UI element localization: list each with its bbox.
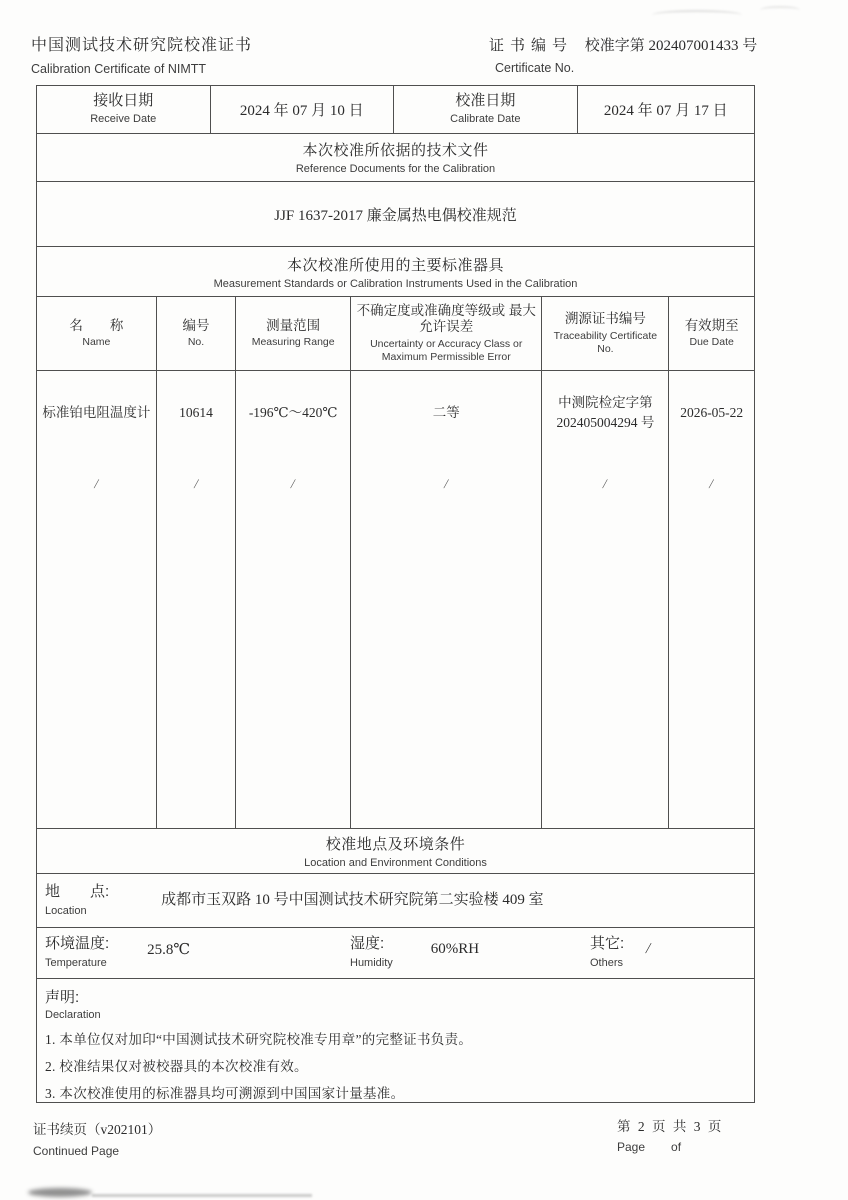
certificate-table [36, 85, 755, 1103]
standards-column-header-row [37, 297, 754, 371]
footer-right [617, 1115, 723, 1154]
column-header-range-cn: 测量范围 [266, 317, 321, 333]
column-header-name-cn: 名 称 [69, 317, 124, 333]
column-header-name [37, 297, 157, 370]
location-value: 成都市玉双路 10 号中国测试技术研究院第二实验楼 409 室 [161, 891, 544, 908]
calibrate-date-label-cell [394, 86, 578, 133]
declaration-item-1: 1. 本单位仅对加印“中国测试技术研究院校准专用章”的完整证书负责。 [45, 1032, 473, 1047]
declaration-title-cn: 声明: [45, 989, 80, 1006]
temperature-value: 25.8℃ [147, 942, 191, 959]
column-header-name-en: Name [82, 336, 111, 349]
footer-continued-en: Continued Page [33, 1144, 120, 1158]
declaration-item-3: 3. 本次校准使用的标准器具均可溯源到中国国家计量基准。 [45, 1086, 405, 1101]
certificate-number-line [489, 34, 757, 55]
receive-date-label-cn: 接收日期 [93, 91, 154, 109]
standards-body [37, 371, 754, 828]
location-title-cn: 校准地点及环境条件 [325, 835, 466, 853]
standard-name-empty: / [93, 476, 100, 492]
location-title-en: Location and Environment Conditions [304, 856, 487, 869]
receive-date-value: 2024 年 07 月 10 日 [239, 102, 364, 119]
standard-no-empty: / [192, 476, 200, 492]
column-header-traceability [542, 297, 669, 370]
footer-page-word: Page [617, 1140, 646, 1154]
humidity-group [350, 935, 590, 970]
reference-title-en: Reference Documents for the Calibration [295, 163, 496, 176]
standard-no: 10614 [179, 405, 213, 421]
column-header-no-cn: 编号 [182, 317, 210, 333]
column-header-due-date-en: Due Date [689, 336, 734, 349]
standard-traceability [542, 371, 668, 455]
location-label-cn: 地 点: [45, 882, 110, 900]
standard-traceability-empty: / [602, 476, 609, 492]
scan-artifact-top-right-2 [760, 6, 800, 14]
standard-range: -196℃～420℃ [248, 405, 338, 421]
receive-date-label-en: Receive Date [90, 113, 157, 126]
certificate-number-label-en: Certificate No. [495, 61, 575, 75]
declaration-section [37, 979, 754, 1102]
column-header-no-en: No. [187, 336, 205, 349]
calibrate-date-value-cell [578, 86, 754, 133]
environment-row [37, 928, 754, 979]
scan-artifact-bottom-left [28, 1188, 92, 1197]
calibrate-date-value: 2024 年 07 月 17 日 [603, 102, 728, 119]
column-header-traceability-en: Traceability Certificate No. [553, 329, 658, 355]
declaration-item-2: 2. 校准结果仅对被校器具的本次校准有效。 [45, 1059, 308, 1074]
column-header-uncertainty-cn: 不确定度或准确度等级或 最大允许误差 [356, 302, 536, 335]
standard-due-date-empty: / [708, 476, 716, 492]
humidity-label [350, 935, 393, 970]
standard-uncertainty-empty: / [442, 476, 450, 492]
standard-traceability-line1: 中测院检定字第 [558, 394, 653, 410]
reference-document-row [37, 182, 754, 247]
standard-due-date: 2026-05-22 [680, 405, 744, 421]
title-cn: 中国测试技术研究院校准证书 [31, 37, 253, 54]
scan-artifact-bottom-left-2 [92, 1194, 312, 1197]
location-label [45, 883, 109, 918]
receive-date-value-cell [211, 86, 395, 133]
reference-title-cn: 本次校准所依据的技术文件 [302, 142, 489, 160]
standards-col-due-date [669, 371, 754, 827]
standards-col-uncertainty [351, 371, 542, 827]
standards-col-name [37, 371, 157, 827]
scan-artifact-top-right [652, 10, 742, 20]
footer-of-word: of [671, 1140, 682, 1154]
title-en: Calibration Certificate of NIMTT [31, 62, 207, 76]
footer-left [33, 1118, 161, 1158]
standards-col-no [157, 371, 237, 827]
document-header-left [31, 32, 252, 76]
footer-continued-cn: 证书续页（v202101） [33, 1122, 162, 1137]
standard-name: 标准铂电阻温度计 [42, 405, 151, 421]
dates-row [37, 86, 754, 134]
others-label-en: Others [590, 956, 624, 969]
certificate-number-value: 校准字第 202407001433 号 [584, 38, 758, 54]
column-header-traceability-cn: 溯源证书编号 [564, 310, 646, 326]
declaration-title-en: Declaration [45, 1009, 101, 1021]
standards-col-traceability [542, 371, 669, 827]
reference-section-header [37, 134, 754, 183]
calibrate-date-label-cn: 校准日期 [455, 91, 516, 109]
footer-page-cn: 第 2 页 共 3 页 [617, 1119, 724, 1134]
temperature-label-en: Temperature [45, 956, 107, 969]
location-row [37, 874, 754, 927]
humidity-label-en: Humidity [350, 956, 393, 969]
reference-document: JJF 1637-2017 廉金属热电偶校准规范 [274, 207, 517, 224]
others-label [590, 935, 624, 970]
standards-title-cn: 本次校准所使用的主要标准器具 [286, 256, 504, 274]
column-header-range-en: Measuring Range [251, 336, 335, 349]
certificate-number-label-cn: 证书编号 [489, 37, 574, 54]
temperature-label-cn: 环境温度: [45, 935, 110, 953]
temperature-group [45, 935, 350, 970]
document-header-right [489, 34, 757, 75]
calibrate-date-label-en: Calibrate Date [450, 113, 521, 126]
column-header-due-date-cn: 有效期至 [684, 317, 739, 333]
column-header-uncertainty [351, 297, 542, 370]
standard-range-empty: / [289, 476, 297, 492]
standards-section-header [37, 247, 754, 297]
footer-page-en [617, 1140, 723, 1154]
humidity-value: 60%RH [430, 941, 480, 958]
others-label-cn: 其它: [590, 935, 625, 953]
standard-traceability-line2: 202405004294 号 [556, 415, 655, 431]
column-header-due-date [669, 297, 754, 370]
others-value: / [644, 941, 653, 958]
standards-col-range [236, 371, 351, 827]
column-header-no [157, 297, 237, 370]
standards-title-en: Measurement Standards or Calibration Instruments Used in the Calibration [213, 277, 578, 290]
location-section-header [37, 829, 754, 875]
column-header-range [236, 297, 351, 370]
receive-date-label-cell [37, 86, 211, 133]
location-label-en: Location [45, 904, 87, 917]
standard-uncertainty: 二等 [432, 405, 460, 421]
others-group [590, 935, 653, 970]
humidity-label-cn: 湿度: [350, 935, 385, 953]
temperature-label [45, 935, 109, 970]
column-header-uncertainty-en: Uncertainty or Accuracy Class or Maximum Permissible Error [370, 338, 523, 364]
